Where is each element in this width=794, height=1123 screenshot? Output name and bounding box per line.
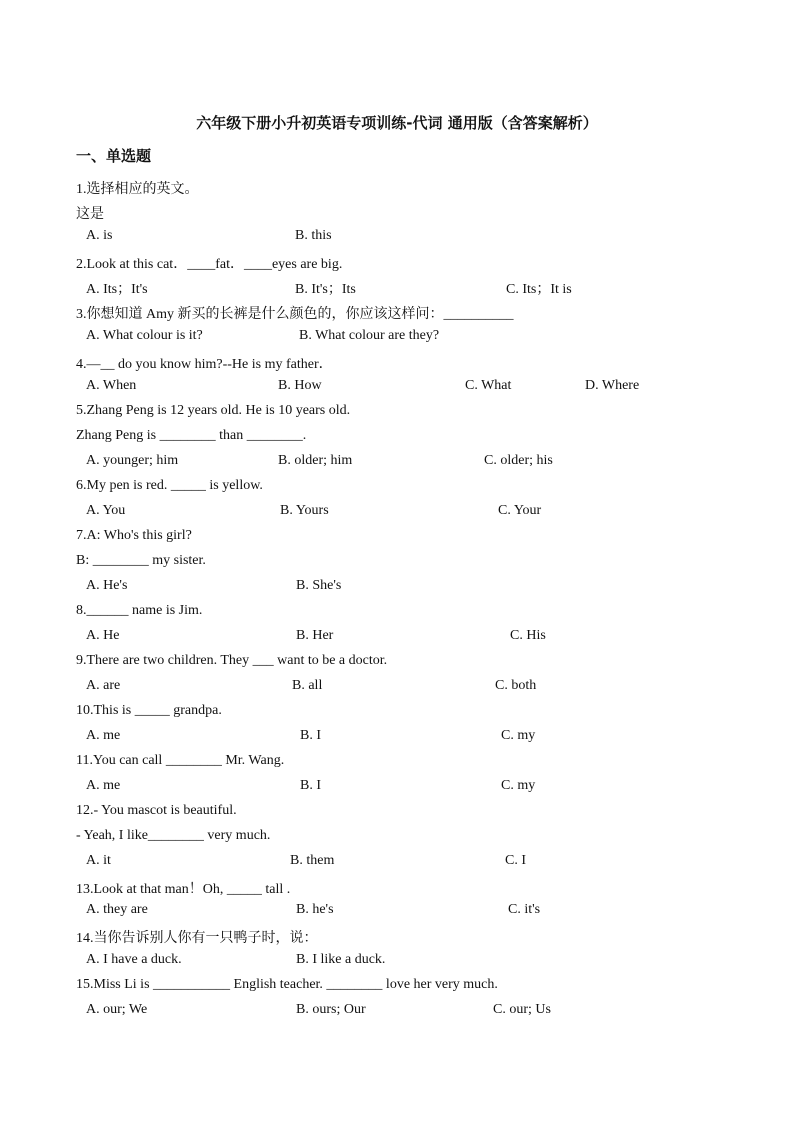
question-15-option-c[interactable]: C. our; Us xyxy=(493,1002,551,1017)
question-9-option-a[interactable]: A. are xyxy=(86,678,121,693)
question-5-option-c[interactable]: C. older; his xyxy=(484,453,553,468)
question-13-option-a[interactable]: A. they are xyxy=(86,902,148,917)
question-4-option-b[interactable]: B. How xyxy=(278,378,322,393)
question-8-option-a[interactable]: A. He xyxy=(86,628,120,643)
question-1-stem: 1.选择相应的英文。 xyxy=(76,182,199,197)
question-6-option-a[interactable]: A. You xyxy=(86,503,126,518)
question-1-option-b[interactable]: B. this xyxy=(295,228,332,243)
question-7-option-b[interactable]: B. She's xyxy=(296,578,342,593)
question-7-stem: 7.A: Who's this girl? xyxy=(76,528,192,543)
question-5-option-a[interactable]: A. younger; him xyxy=(86,453,179,468)
question-15-option-a[interactable]: A. our; We xyxy=(86,1002,148,1017)
question-10-option-b[interactable]: B. I xyxy=(300,728,321,743)
question-11-stem: 11.You can call ________ Mr. Wang. xyxy=(76,753,285,768)
question-7-stem: B: ________ my sister. xyxy=(76,553,206,568)
question-8-stem: 8.______ name is Jim. xyxy=(76,603,203,618)
question-13-stem: 13.Look at that man！Oh, _____ tall . xyxy=(76,882,291,897)
section-heading: 一、单选题 xyxy=(76,147,152,165)
question-4-option-c[interactable]: C. What xyxy=(465,378,512,393)
question-12-option-c[interactable]: C. I xyxy=(505,853,526,868)
question-1-option-a[interactable]: A. is xyxy=(86,228,113,243)
question-10-option-a[interactable]: A. me xyxy=(86,728,121,743)
question-11-option-c[interactable]: C. my xyxy=(501,778,536,793)
question-9-option-b[interactable]: B. all xyxy=(292,678,323,693)
question-4-option-d[interactable]: D. Where xyxy=(585,378,640,393)
question-13-option-b[interactable]: B. he's xyxy=(296,902,334,917)
question-10-stem: 10.This is _____ grandpa. xyxy=(76,703,222,718)
question-9-stem: 9.There are two children. They ___ want to be a doctor. xyxy=(76,653,388,668)
question-4-option-a[interactable]: A. When xyxy=(86,378,137,393)
question-14-option-b[interactable]: B. I like a duck. xyxy=(296,952,386,967)
question-2-option-a[interactable]: A. Its；It's xyxy=(86,282,148,297)
question-11-option-b[interactable]: B. I xyxy=(300,778,321,793)
question-12-stem: 12.- You mascot is beautiful. xyxy=(76,803,237,818)
question-2-option-b[interactable]: B. It's；Its xyxy=(295,282,356,297)
question-8-option-b[interactable]: B. Her xyxy=(296,628,334,643)
question-11-option-a[interactable]: A. me xyxy=(86,778,121,793)
question-6-option-b[interactable]: B. Yours xyxy=(280,503,329,518)
question-6-option-c[interactable]: C. Your xyxy=(498,503,542,518)
question-14-stem: 14.当你告诉别人你有一只鸭子时，说： xyxy=(76,931,318,946)
question-6-stem: 6.My pen is red. _____ is yellow. xyxy=(76,478,263,493)
question-5-stem: Zhang Peng is ________ than ________. xyxy=(76,428,307,443)
question-2-option-c[interactable]: C. Its；It is xyxy=(506,282,572,297)
question-8-option-c[interactable]: C. His xyxy=(510,628,546,643)
question-5-stem: 5.Zhang Peng is 12 years old. He is 10 years old. xyxy=(76,403,351,418)
question-12-option-b[interactable]: B. them xyxy=(290,853,335,868)
question-14-option-a[interactable]: A. I have a duck. xyxy=(86,952,182,967)
question-3-option-a[interactable]: A. What colour is it? xyxy=(86,328,203,343)
question-3-stem: 3.你想知道 Amy 新买的长裤是什么颜色的，你应该这样问：__________ xyxy=(76,307,514,322)
question-2-stem: 2.Look at this cat．____fat．____eyes are big. xyxy=(76,257,343,272)
question-13-option-c[interactable]: C. it's xyxy=(508,902,541,917)
question-1-stem: 这是 xyxy=(76,207,104,222)
question-3-option-b[interactable]: B. What colour are they? xyxy=(299,328,440,343)
question-15-stem: 15.Miss Li is ___________ English teacher. ________ love her very much. xyxy=(76,977,498,992)
question-10-option-c[interactable]: C. my xyxy=(501,728,536,743)
question-9-option-c[interactable]: C. both xyxy=(495,678,537,693)
question-15-option-b[interactable]: B. ours; Our xyxy=(296,1002,366,1017)
page-title: 六年级下册小升初英语专项训练-代词 通用版（含答案解析） xyxy=(196,114,598,132)
question-5-option-b[interactable]: B. older; him xyxy=(278,453,353,468)
question-7-option-a[interactable]: A. He's xyxy=(86,578,128,593)
question-4-stem: 4.—__ do you know him?--He is my father． xyxy=(76,357,333,372)
question-12-option-a[interactable]: A. it xyxy=(86,853,111,868)
question-12-stem: - Yeah, I like________ very much. xyxy=(76,828,271,843)
